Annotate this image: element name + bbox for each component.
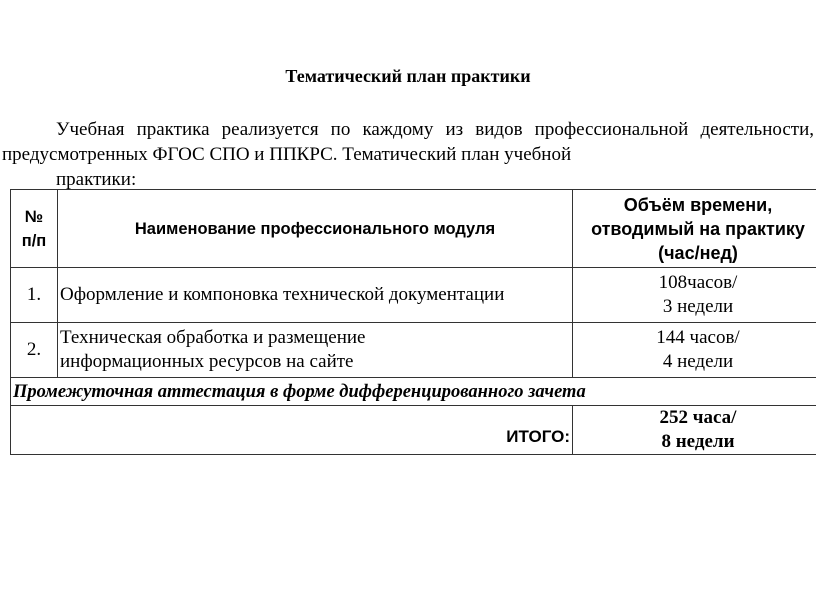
total-hours: 252 часа/	[659, 407, 737, 428]
table-row	[11, 268, 816, 323]
table-header-row	[11, 190, 816, 268]
row-volume-hours: 108часов/	[658, 272, 738, 293]
row-module-name: Оформление и компоновка технической документации	[58, 268, 573, 323]
total-volume	[573, 406, 816, 455]
total-row	[11, 406, 816, 455]
row-volume-weeks: 3 недели	[662, 296, 734, 317]
table-row	[11, 323, 816, 378]
header-module-name: Наименование профессионального модуля	[58, 190, 573, 268]
header-volume-line1: Объём времени,	[623, 194, 773, 215]
row-module-name-line2: информационных ресурсов на сайте	[60, 351, 354, 372]
intro-paragraph	[2, 117, 814, 192]
row-module-name-line1: Техническая обработка и размещение	[60, 327, 366, 348]
row-num: 1.	[11, 268, 58, 323]
header-num-line1: №	[24, 207, 44, 226]
page-title: Тематический план практики	[285, 66, 531, 86]
attestation-text: Промежуточная аттестация в форме дифференцированного зачета	[11, 378, 816, 406]
header-num-line2: п/п	[21, 231, 47, 250]
total-weeks: 8 недели	[661, 431, 735, 452]
row-volume	[573, 268, 816, 323]
attestation-row	[11, 378, 816, 406]
header-volume-line2: отводимый на практику	[591, 218, 805, 239]
row-volume-hours: 144 часов/	[656, 327, 740, 348]
intro-text: Учебная практика реализуется по каждому из видов профессиональной деятельности, предусмотренных ФГОС СПО и ППКРС. Тематический план учебной	[2, 119, 814, 165]
row-num: 2.	[11, 323, 58, 378]
row-module-name	[58, 323, 573, 378]
row-volume	[573, 323, 816, 378]
header-volume	[573, 190, 816, 268]
intro-last-line: практики:	[56, 169, 137, 190]
header-num	[11, 190, 58, 268]
header-volume-line3: (час/нед)	[658, 242, 738, 263]
practice-plan-table	[10, 189, 816, 455]
total-label: ИТОГО:	[11, 406, 573, 455]
row-volume-weeks: 4 недели	[662, 351, 734, 372]
